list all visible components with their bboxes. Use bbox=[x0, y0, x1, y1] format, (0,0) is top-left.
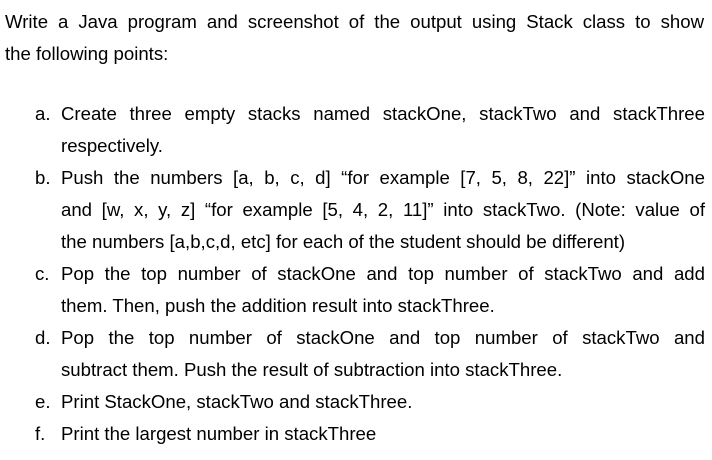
text-line: Push the numbers [a, b, c, d] “for example [7, 5, 8, 22]” into stackOne bbox=[61, 167, 705, 188]
text-line: the numbers [a,b,c,d, etc] for each of the student should be different) bbox=[61, 231, 626, 252]
list-item-text bbox=[61, 418, 705, 450]
text-line: and [w, x, y, z] “for example [5, 4, 2, 11]” into stackTwo. (Note: value of bbox=[61, 199, 705, 220]
intro-line-1: Write a Java program and screenshot of the output using Stack class to show bbox=[5, 11, 704, 32]
text-line: respectively. bbox=[61, 135, 163, 156]
list-marker: d. bbox=[35, 327, 51, 348]
text-line: Print StackOne, stackTwo and stackThree. bbox=[61, 391, 413, 412]
list-item-e bbox=[5, 386, 705, 418]
list-item-text bbox=[61, 386, 705, 418]
list-marker: f. bbox=[35, 423, 46, 444]
list-item-b bbox=[5, 162, 705, 258]
requirements-list bbox=[5, 98, 705, 450]
document bbox=[5, 6, 705, 444]
intro-paragraph bbox=[5, 6, 705, 70]
text-line: subtract them. Push the result of subtraction into stackThree. bbox=[61, 359, 563, 380]
list-marker: c. bbox=[35, 263, 50, 284]
list-item-text bbox=[61, 322, 705, 386]
list-marker: b. bbox=[35, 167, 51, 188]
list-item-d bbox=[5, 322, 705, 386]
intro-line-2: the following points: bbox=[5, 43, 169, 64]
list-marker: a. bbox=[35, 103, 51, 124]
list-item-f bbox=[5, 418, 705, 450]
list-item-text bbox=[61, 98, 705, 162]
list-item-a bbox=[5, 98, 705, 162]
list-item-text bbox=[61, 258, 705, 322]
text-line: Print the largest number in stackThree bbox=[61, 423, 377, 444]
list-item-c bbox=[5, 258, 705, 322]
text-line: Pop the top number of stackOne and top number of stackTwo and add bbox=[61, 263, 705, 284]
list-item-text bbox=[61, 162, 705, 258]
list-marker: e. bbox=[35, 391, 51, 412]
text-line: them. Then, push the addition result into stackThree. bbox=[61, 295, 495, 316]
text-line: Pop the top number of stackOne and top number of stackTwo and bbox=[61, 327, 705, 348]
text-line: Create three empty stacks named stackOne, stackTwo and stackThree bbox=[61, 103, 705, 124]
